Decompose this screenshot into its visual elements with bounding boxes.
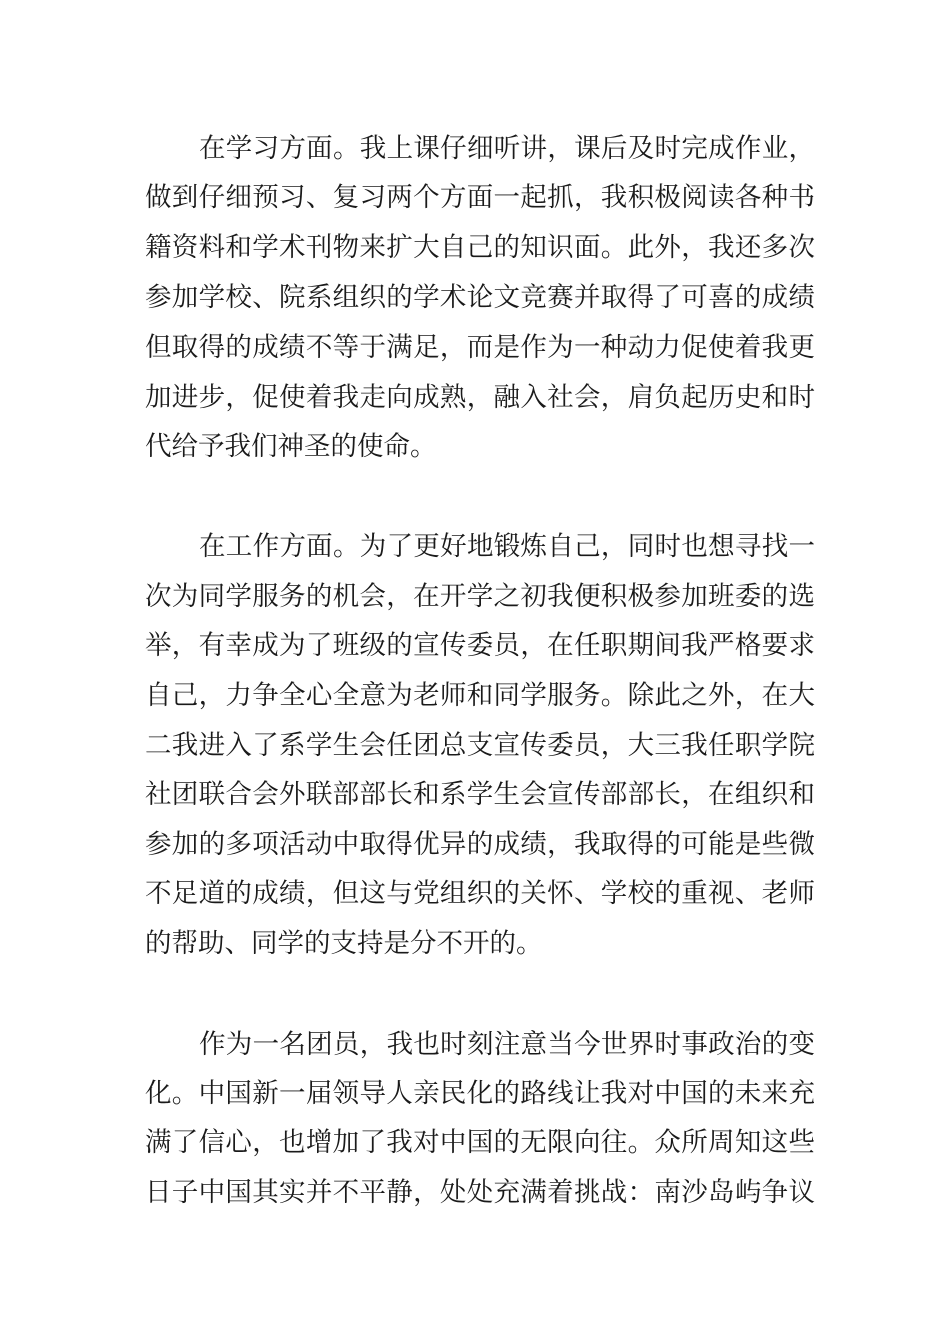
text-line: 社团联合会外联部部长和系学生会宣传部部长，在组织和: [145, 779, 815, 810]
text-line: 二我进入了系学生会任团总支宣传委员，大三我任职学院: [145, 730, 815, 761]
text-line: 满了信心，也增加了我对中国的无限向往。众所周知这些: [145, 1127, 815, 1158]
text-line: 日子中国其实并不平静，处处充满着挑战：南沙岛屿争议: [145, 1177, 815, 1208]
text-line: 但取得的成绩不等于满足，而是作为一种动力促使着我更: [145, 332, 815, 363]
text-line: 化。中国新一届领导人亲民化的路线让我对中国的未来充: [145, 1078, 815, 1109]
text-line: 参加的多项活动中取得优异的成绩，我取得的可能是些微: [145, 829, 815, 860]
text-line: 作为一名团员，我也时刻注意当今世界时事政治的变: [199, 1029, 815, 1060]
text-line: 做到仔细预习、复习两个方面一起抓，我积极阅读各种书: [145, 182, 815, 213]
text-line: 在学习方面。我上课仔细听讲，课后及时完成作业，: [199, 133, 815, 164]
text-line: 次为同学服务的机会，在开学之初我便积极参加班委的选: [145, 581, 815, 612]
text-line: 举，有幸成为了班级的宣传委员，在任职期间我严格要求: [145, 630, 815, 661]
text-line: 不足道的成绩，但这与党组织的关怀、学校的重视、老师: [145, 878, 815, 909]
text-line: 的帮助、同学的支持是分不开的。: [145, 928, 543, 959]
text-line: 加进步，促使着我走向成熟，融入社会，肩负起历史和时: [145, 382, 815, 413]
text-line: 参加学校、院系组织的学术论文竞赛并取得了可喜的成绩: [145, 282, 815, 313]
text-line: 代给予我们神圣的使命。: [145, 431, 437, 462]
text-line: 在工作方面。为了更好地锻炼自己，同时也想寻找一: [199, 531, 815, 562]
text-line: 籍资料和学术刊物来扩大自己的知识面。此外，我还多次: [145, 232, 815, 263]
text-line: 自己，力争全心全意为老师和同学服务。除此之外，在大: [145, 680, 815, 711]
